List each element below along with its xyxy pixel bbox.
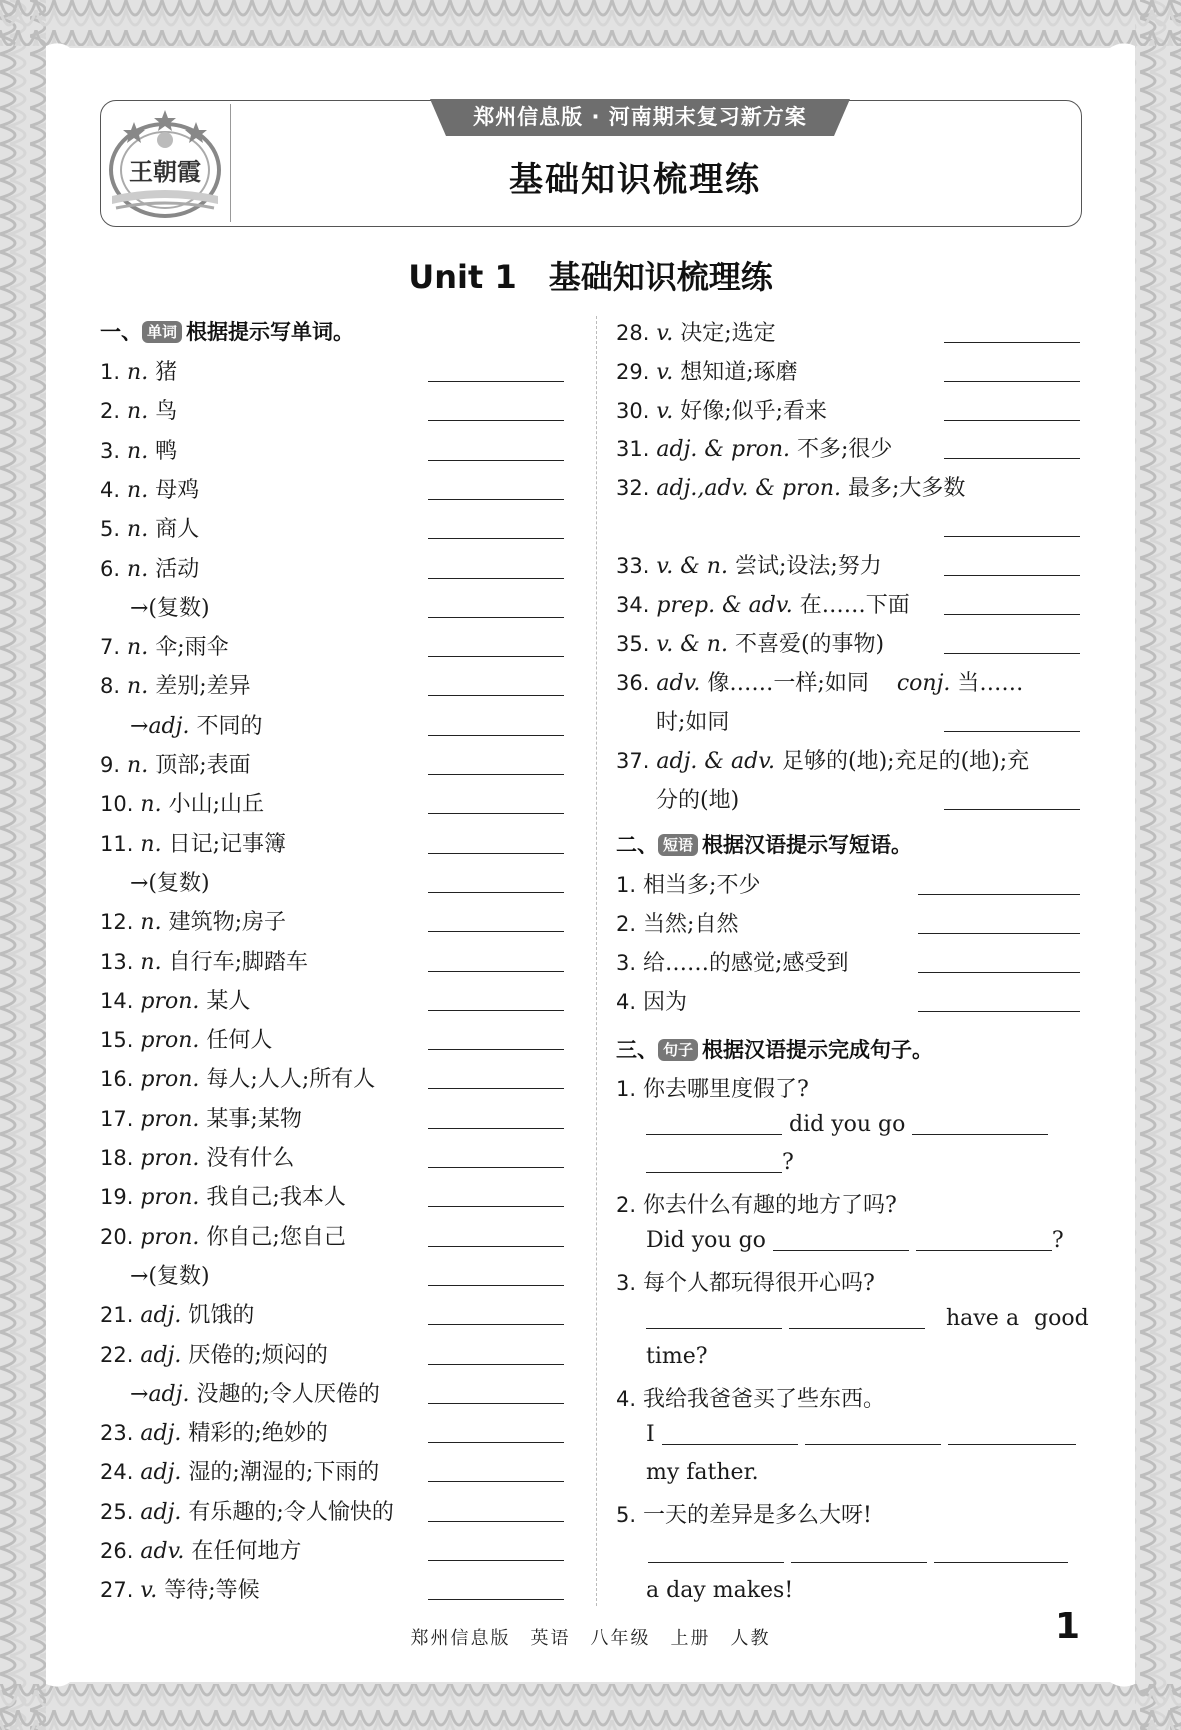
vocab-item	[100, 1416, 328, 1447]
part-of-speech: v.	[656, 321, 674, 346]
unit-label: Unit 1	[408, 258, 517, 296]
vocab-item	[100, 748, 251, 779]
banner-text: 郑州信息版 · 河南期末复习新方案	[473, 105, 807, 129]
part-of-speech: pron.	[140, 1028, 200, 1054]
answer-blank[interactable]	[944, 575, 1080, 576]
answer-blank[interactable]	[428, 617, 564, 618]
item-number: 30.	[616, 399, 650, 423]
phrase-item	[616, 946, 848, 977]
item-hint: 母鸡	[155, 477, 200, 503]
part-of-speech: n.	[127, 399, 149, 425]
item-number: 26.	[100, 1539, 134, 1563]
item-number: 10.	[100, 792, 134, 817]
item-hint: →(复数)	[130, 1263, 210, 1289]
item-number: 20.	[100, 1224, 134, 1249]
item-number: 19.	[100, 1185, 134, 1210]
answer-blank[interactable]	[918, 1011, 1080, 1012]
sentence-3-line1: have a good	[646, 1306, 1080, 1331]
sentence-5-line1	[648, 1540, 1068, 1565]
item-number: 37.	[616, 749, 650, 773]
item-hint: 差别;差异	[155, 674, 251, 700]
section1-title: 根据提示写单词。	[186, 320, 355, 344]
item-hint: 活动	[155, 556, 200, 582]
vocab-item	[616, 666, 1023, 697]
vocab-item	[100, 669, 251, 700]
sentence-4-line2: my father.	[646, 1460, 759, 1485]
item-number: 2.	[100, 399, 121, 424]
vocab-item	[100, 1338, 328, 1369]
answer-blank[interactable]	[428, 420, 564, 421]
item-hint: 你自己;您自己	[206, 1224, 346, 1250]
answer-blank[interactable]	[912, 1112, 1048, 1135]
item-hint: 因为	[643, 990, 688, 1015]
item-hint: 鸟	[155, 399, 178, 425]
part-of-speech: n.	[140, 910, 162, 936]
item-hint: 建筑物;房子	[168, 910, 286, 936]
vocab-item	[616, 588, 910, 619]
part-of-speech: v. & n.	[656, 554, 728, 579]
part-of-speech: n.	[140, 831, 162, 857]
item-hint: 任何人	[206, 1028, 273, 1054]
item-hint: 当然;自然	[643, 912, 739, 937]
sentence-2-text: Did you go	[646, 1228, 766, 1253]
vocab-item	[100, 512, 199, 543]
answer-blank[interactable]	[662, 1422, 798, 1445]
vocab-item	[616, 355, 798, 386]
item-hint: 当……	[957, 671, 1024, 696]
header-title: 基础知识梳理练	[509, 160, 761, 200]
item-number: 11.	[100, 831, 134, 856]
vocab-item	[100, 394, 177, 425]
part-of-speech: n.	[127, 438, 149, 464]
vocab-item	[100, 355, 177, 386]
item-hint: 决定;选定	[680, 321, 776, 346]
answer-blank[interactable]	[428, 1128, 564, 1129]
item-number: 4.	[100, 477, 121, 502]
vocab-item	[100, 1180, 346, 1211]
answer-blank[interactable]	[789, 1306, 925, 1329]
part-of-speech: adj.	[140, 1460, 182, 1486]
sentence-1-prompt: 1. 你去哪里度假了?	[616, 1077, 809, 1102]
item-hint: 某事;某物	[206, 1106, 302, 1132]
sentence-1-line2: ?	[646, 1150, 794, 1175]
item-hint: 我自己;我本人	[206, 1185, 346, 1211]
unit-name: 基础知识梳理练	[548, 258, 773, 296]
item-number: 1.	[616, 873, 637, 897]
vocab-item	[100, 1141, 294, 1172]
item-hint: →(复数)	[130, 870, 210, 896]
item-hint: 有乐趣的;令人愉快的	[188, 1499, 394, 1525]
item-hint: 给……的感觉;感受到	[643, 951, 849, 976]
answer-blank[interactable]	[428, 499, 564, 500]
vocab-item	[100, 1534, 301, 1565]
part-of-speech: adj.	[140, 1342, 182, 1368]
section3-title: 根据汉语提示完成句子。	[702, 1038, 934, 1062]
vocab-item	[130, 591, 210, 622]
vocab-item-continued: 分的(地)	[656, 788, 740, 813]
phrase-item	[616, 868, 760, 899]
answer-blank[interactable]	[428, 931, 564, 932]
answer-blank[interactable]	[428, 1560, 564, 1561]
answer-blank[interactable]	[918, 894, 1080, 895]
item-hint: 在……下面	[799, 593, 910, 618]
answer-blank[interactable]	[918, 972, 1080, 973]
item-number: 7.	[100, 635, 121, 660]
section3-heading	[616, 1034, 933, 1064]
item-hint: 不同的	[196, 713, 263, 739]
item-number: 28.	[616, 321, 650, 345]
vocab-item	[130, 1377, 380, 1408]
answer-blank[interactable]	[428, 813, 564, 814]
answer-blank[interactable]	[646, 1306, 782, 1329]
part-of-speech: n.	[127, 556, 149, 582]
sentence-2-prompt: 2. 你去什么有趣的地方了吗?	[616, 1193, 897, 1218]
item-hint: 在任何地方	[191, 1539, 302, 1564]
phrase-item	[616, 907, 738, 938]
item-number: 12.	[100, 910, 134, 935]
vocab-item	[616, 394, 827, 425]
item-hint: 没趣的;令人厌倦的	[196, 1381, 380, 1407]
part-of-speech: v. & n.	[656, 632, 728, 657]
vocab-item	[100, 827, 286, 858]
answer-blank[interactable]	[428, 853, 564, 854]
section2-prefix: 二、	[616, 833, 658, 857]
part-of-speech: n.	[127, 674, 149, 700]
item-hint: 足够的(地);充足的(地);充	[782, 749, 1030, 774]
item-hint: 某人	[206, 988, 251, 1014]
item-number: 33.	[616, 554, 650, 578]
answer-blank[interactable]	[646, 1112, 782, 1135]
item-hint: 想知道;琢磨	[680, 360, 798, 385]
vocab-item	[616, 316, 776, 347]
answer-blank[interactable]	[428, 538, 564, 539]
item-number: 3.	[616, 951, 637, 975]
vocab-item	[100, 1102, 302, 1133]
item-hint: 小山;山丘	[168, 792, 264, 818]
vocab-item	[100, 630, 229, 661]
page-number: 1	[1055, 1606, 1081, 1647]
answer-blank[interactable]	[428, 1403, 564, 1404]
answer-blank[interactable]	[648, 1540, 784, 1563]
vocab-item	[100, 1495, 394, 1526]
item-number: 29.	[616, 360, 650, 384]
item-number: 35.	[616, 632, 650, 656]
item-number: 9.	[100, 753, 121, 777]
vocab-item	[130, 1259, 210, 1290]
answer-blank[interactable]	[773, 1228, 909, 1251]
item-hint: 厌倦的;烦闷的	[188, 1342, 328, 1368]
part-of-speech: conj.	[896, 671, 951, 696]
answer-blank[interactable]	[805, 1422, 941, 1445]
sentence-4-line1: I	[646, 1422, 1076, 1447]
sentence-3-line2: time?	[646, 1344, 708, 1369]
vocab-item	[100, 1573, 260, 1604]
part-of-speech: pron.	[140, 1067, 200, 1093]
item-hint: 顶部;表面	[155, 753, 251, 778]
answer-blank[interactable]	[428, 1364, 564, 1365]
answer-blank[interactable]	[428, 1285, 564, 1286]
sentence-1-line1	[646, 1112, 1048, 1137]
vocab-item	[616, 549, 882, 580]
item-hint: 饥饿的	[188, 1303, 255, 1329]
item-hint: 商人	[155, 517, 200, 543]
answer-blank[interactable]	[918, 933, 1080, 934]
part-of-speech: v.	[656, 360, 674, 385]
item-number: 24.	[100, 1460, 134, 1485]
vocab-item	[100, 1220, 346, 1251]
item-hint: 湿的;潮湿的;下雨的	[188, 1460, 380, 1486]
section1-prefix: 一、	[100, 320, 142, 344]
part-of-speech: pron.	[140, 988, 200, 1014]
answer-blank[interactable]	[428, 1481, 564, 1482]
item-hint: 不多;很少	[797, 437, 893, 462]
item-number: 32.	[616, 476, 650, 500]
sentence-1-text: did you go	[789, 1112, 906, 1137]
item-hint: 没有什么	[206, 1146, 295, 1171]
publisher-logo	[104, 104, 226, 222]
part-of-speech: adj.	[140, 1303, 182, 1329]
vocab-item	[616, 627, 884, 658]
answer-blank[interactable]	[428, 578, 564, 579]
arrow: →	[130, 1381, 149, 1407]
answer-blank[interactable]	[428, 1442, 564, 1443]
part-of-speech: adv.	[656, 671, 701, 696]
answer-blank[interactable]	[428, 1049, 564, 1050]
item-number: 14.	[100, 988, 134, 1013]
item-number: 21.	[100, 1303, 134, 1328]
part-of-speech: pron.	[140, 1146, 200, 1171]
answer-blank[interactable]	[428, 774, 564, 775]
vocab-item	[616, 744, 1029, 775]
part-of-speech: n.	[127, 517, 149, 543]
item-hint: 猪	[155, 360, 178, 385]
vocab-item	[100, 1298, 254, 1329]
part-of-speech: adv.	[140, 1539, 185, 1564]
vocab-item	[130, 709, 262, 740]
item-number: 36.	[616, 671, 650, 695]
part-of-speech: adj.	[140, 1499, 182, 1525]
item-hint: 不喜爱(的事物)	[734, 632, 885, 657]
sentence-4-chinese: 我给我爸爸买了些东西。	[643, 1387, 886, 1412]
item-hint: 相当多;不少	[643, 873, 761, 898]
section1-heading	[100, 316, 354, 346]
part-of-speech: adj.	[148, 1381, 197, 1407]
section3-prefix: 三、	[616, 1038, 658, 1062]
answer-blank[interactable]	[791, 1540, 927, 1563]
item-number: 15.	[100, 1028, 134, 1053]
part-of-speech: v.	[140, 1578, 158, 1604]
phrase-item	[616, 985, 687, 1016]
item-number: 2.	[616, 912, 637, 936]
section3-tag: 句子	[658, 1039, 698, 1061]
part-of-speech: adj.	[140, 1421, 182, 1447]
part-of-speech: adj. & pron.	[656, 437, 790, 462]
item-number: 22.	[100, 1342, 134, 1367]
sentence-4-prompt: 4. 我给我爸爸买了些东西。	[616, 1387, 886, 1412]
vocab-item	[100, 434, 177, 465]
answer-blank[interactable]	[948, 1422, 1076, 1445]
item-number: 18.	[100, 1146, 134, 1170]
item-number: 34.	[616, 593, 650, 617]
answer-blank[interactable]	[428, 1088, 564, 1089]
item-number: 1.	[100, 360, 121, 384]
sentence-3-prompt: 3. 每个人都玩得很开心吗?	[616, 1271, 875, 1296]
part-of-speech: n.	[140, 792, 162, 818]
vocab-item	[130, 866, 210, 897]
answer-blank[interactable]	[428, 656, 564, 657]
logo-text: 王朝霞	[129, 157, 201, 186]
item-hint: 等待;等候	[164, 1578, 260, 1604]
vocab-item	[100, 905, 286, 936]
item-number: 5.	[100, 517, 121, 542]
answer-blank[interactable]	[944, 809, 1080, 810]
vocab-item	[616, 471, 965, 502]
vocab-item	[100, 787, 264, 818]
answer-blank[interactable]	[944, 342, 1080, 343]
item-number: 13.	[100, 949, 134, 974]
answer-blank[interactable]	[944, 458, 1080, 459]
item-number: 25.	[100, 1499, 134, 1524]
part-of-speech: pron.	[140, 1185, 200, 1211]
item-number: 4.	[616, 990, 637, 1014]
part-of-speech: prep. & adv.	[656, 593, 793, 618]
answer-blank[interactable]	[944, 381, 1080, 382]
part-of-speech: adj.,adv. & pron.	[656, 476, 841, 501]
sentence-2-chinese: 你去什么有趣的地方了吗?	[643, 1193, 897, 1218]
answer-blank[interactable]	[428, 892, 564, 893]
answer-blank[interactable]	[428, 1206, 564, 1207]
footer-text: 郑州信息版 英语 八年级 上册 人教	[410, 1628, 771, 1649]
vocab-item	[100, 945, 308, 976]
answer-blank[interactable]	[934, 1540, 1068, 1563]
section1-tag: 单词	[142, 321, 182, 343]
answer-blank[interactable]	[428, 971, 564, 972]
item-number: 27.	[100, 1578, 134, 1603]
vocab-item	[616, 432, 892, 463]
answer-blank[interactable]	[916, 1228, 1052, 1251]
answer-blank[interactable]	[428, 1167, 564, 1168]
item-hint: 尝试;设法;努力	[734, 554, 882, 579]
item-hint: 像……一样;如同	[707, 671, 869, 696]
item-number: 17.	[100, 1106, 134, 1131]
item-number: 6.	[100, 556, 121, 581]
item-hint: 精彩的;绝妙的	[188, 1421, 328, 1447]
answer-blank[interactable]	[944, 614, 1080, 615]
part-of-speech: n.	[140, 949, 162, 975]
answer-blank[interactable]	[944, 420, 1080, 421]
item-hint: 自行车;脚踏车	[168, 949, 308, 975]
sentence-5-prompt: 5. 一天的差异是多么大呀!	[616, 1503, 872, 1528]
answer-blank[interactable]	[944, 731, 1080, 732]
part-of-speech: pron.	[140, 1224, 200, 1250]
vocab-item	[100, 984, 250, 1015]
part-of-speech: n.	[127, 360, 149, 385]
answer-blank[interactable]	[428, 1521, 564, 1522]
sentence-3-chinese: 每个人都玩得很开心吗?	[643, 1271, 875, 1296]
part-of-speech: n.	[127, 635, 149, 661]
answer-blank[interactable]	[428, 1246, 564, 1247]
vocab-item	[100, 1062, 375, 1093]
part-of-speech: adj. & adv.	[656, 749, 775, 774]
vocab-item-continued: 时;如同	[656, 710, 730, 735]
part-of-speech: adj.	[148, 713, 197, 739]
item-hint: 每人;人人;所有人	[206, 1067, 376, 1093]
item-hint: 好像;似乎;看来	[680, 399, 828, 424]
answer-blank[interactable]	[428, 735, 564, 736]
item-hint: 日记;记事簿	[168, 831, 286, 857]
answer-blank[interactable]	[428, 460, 564, 461]
sentence-5-line2: a day makes!	[646, 1578, 794, 1603]
sentence-5-chinese: 一天的差异是多么大呀!	[643, 1503, 872, 1528]
unit-title	[0, 252, 1181, 298]
item-hint: 鸭	[155, 438, 178, 464]
answer-blank[interactable]	[428, 695, 564, 696]
item-number: 16.	[100, 1067, 134, 1092]
item-hint: →(复数)	[130, 595, 210, 621]
vocab-item	[100, 552, 199, 583]
vocab-item	[100, 473, 199, 504]
item-number: 3.	[100, 438, 121, 463]
item-number: 23.	[100, 1421, 134, 1446]
sentence-1-chinese: 你去哪里度假了?	[643, 1077, 809, 1102]
sentence-2-line1: Did you go ?	[646, 1228, 1064, 1253]
vocab-item	[100, 1455, 379, 1486]
answer-blank[interactable]	[428, 1324, 564, 1325]
answer-blank[interactable]	[428, 1599, 564, 1600]
section2-tag: 短语	[658, 834, 698, 856]
part-of-speech: pron.	[140, 1106, 200, 1132]
arrow: →	[130, 713, 149, 739]
answer-blank[interactable]	[428, 381, 564, 382]
section2-heading	[616, 829, 912, 859]
answer-blank[interactable]	[428, 1010, 564, 1011]
item-number: 8.	[100, 674, 121, 699]
vocab-item	[100, 1023, 272, 1054]
answer-blank[interactable]	[646, 1150, 782, 1173]
item-hint: 最多;大多数	[848, 476, 966, 501]
item-hint: 伞;雨伞	[155, 635, 229, 661]
part-of-speech: n.	[127, 477, 149, 503]
part-of-speech: n.	[127, 753, 149, 778]
section2-title: 根据汉语提示写短语。	[702, 833, 913, 857]
column-divider	[596, 316, 597, 1606]
answer-blank[interactable]	[944, 653, 1080, 654]
part-of-speech: v.	[656, 399, 674, 424]
answer-blank[interactable]	[944, 536, 1080, 537]
item-number: 31.	[616, 437, 650, 461]
